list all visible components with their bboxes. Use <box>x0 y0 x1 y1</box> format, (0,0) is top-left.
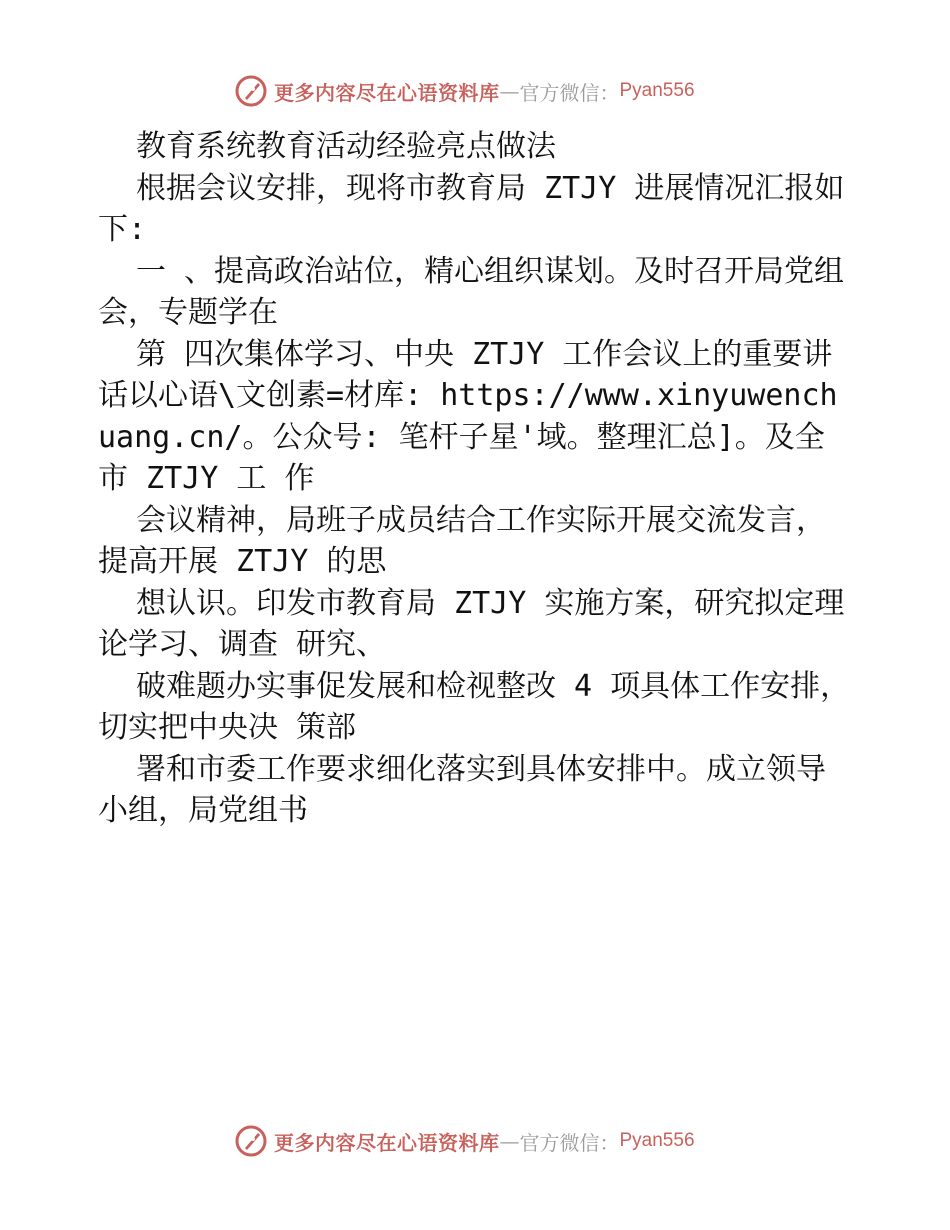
footer-watermark <box>234 1121 695 1161</box>
watermark-wechat-id: Pyan556 <box>619 80 695 101</box>
paragraph-1: 根据会议安排，现将市教育局 ZTJY 进展情况汇报如下: <box>98 170 845 247</box>
watermark-wechat-id: Pyan556 <box>619 1130 695 1151</box>
document-body <box>98 126 853 832</box>
document-title: 教育系统教育活动经验亮点做法 <box>136 129 556 164</box>
watermark-dash: — <box>499 79 520 103</box>
watermark-dash: — <box>499 1129 520 1153</box>
watermark-main-text: 更多内容尽在心语资料库 <box>274 80 500 105</box>
paragraph-6: 破难题办实事促发展和检视整改 4 项具体工作安排，切实把中央决 策部 <box>98 668 851 745</box>
header-watermark <box>234 71 695 111</box>
paragraph-5: 想认识。印发市教育局 ZTJY 实施方案，研究拟定理论学习、调查 研究、 <box>98 585 845 662</box>
pen-nib-circle-icon <box>234 1124 268 1158</box>
paragraph-2: 一 、提高政治站位，精心组织谋划。及时召开局党组会，专题学在 <box>98 253 845 330</box>
paragraph-4: 会议精神，局班子成员结合工作实际开展交流发言，提高开展 ZTJY 的思 <box>98 502 826 579</box>
paragraph-7: 署和市委工作要求细化落实到具体安排中。成立领导小组，局党组书 <box>98 751 826 828</box>
watermark-sub-text: 官方微信： <box>519 1130 620 1155</box>
watermark-sub-text: 官方微信： <box>519 80 620 105</box>
watermark-main-text: 更多内容尽在心语资料库 <box>274 1130 500 1155</box>
paragraph-3: 第 四次集体学习、中央 ZTJY 工作会议上的重要讲话以心语\文创素=材库: https://www.xinyuwenchuang.cn/。公众号: 笔杆子星'域。整理汇总]。及全市 ZTJY 工 作 <box>98 336 838 496</box>
pen-nib-circle-icon <box>234 74 268 108</box>
